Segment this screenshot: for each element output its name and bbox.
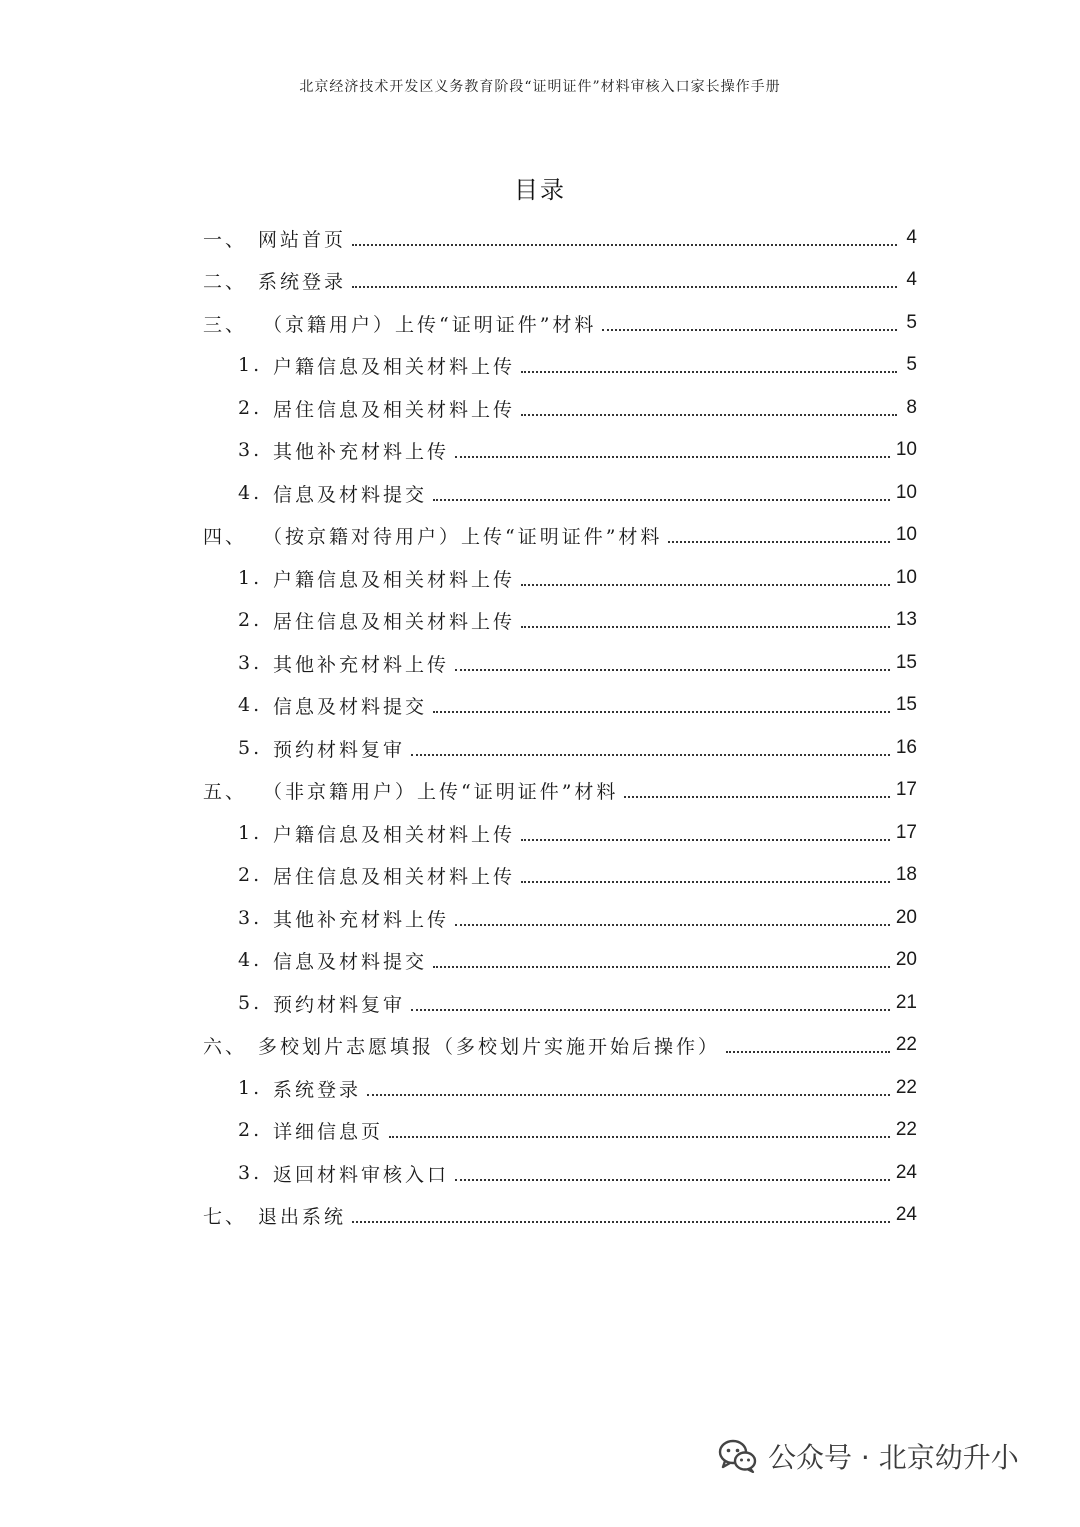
toc-entry-page: 17: [895, 779, 917, 800]
toc-subentry[interactable]: [0, 897, 1080, 939]
toc-entry-label: 信息及材料提交: [273, 695, 428, 718]
toc-entry-page: 18: [895, 864, 917, 885]
toc-entry-number: 1.: [238, 822, 263, 844]
wechat-watermark: [718, 1436, 1019, 1476]
toc-subentry[interactable]: [0, 1109, 1080, 1151]
toc-entry-number: 2.: [238, 609, 263, 631]
toc-entry-label: 信息及材料提交: [273, 483, 428, 506]
toc-entry-number: 五、: [203, 780, 248, 803]
toc-entry-number: 1.: [238, 1077, 263, 1099]
dot-leader: [411, 1008, 890, 1011]
dot-leader: [668, 540, 889, 543]
toc-entry-label: 预约材料复审: [273, 993, 406, 1016]
toc-entry-page: 21: [895, 992, 917, 1013]
toc-entry-number: 4.: [238, 694, 263, 716]
toc-entry-label: 系统登录: [273, 1078, 362, 1101]
toc-entry-number: 3.: [238, 907, 263, 929]
dot-leader: [411, 753, 890, 756]
toc-entry-label: 预约材料复审: [273, 738, 406, 761]
toc-entry-page: 10: [895, 482, 917, 503]
toc-subentry[interactable]: [0, 684, 1080, 726]
wechat-icon: [718, 1439, 758, 1473]
dot-leader: [521, 625, 890, 628]
toc-entry-number: 2.: [238, 1119, 263, 1141]
dot-leader: [521, 880, 890, 883]
toc-entry-page: 22: [895, 1119, 917, 1140]
toc-entry-page: 10: [895, 439, 917, 460]
toc-entry-number: 四、: [203, 525, 248, 548]
dot-leader: [352, 1220, 890, 1223]
toc-entry-number: 2.: [238, 864, 263, 886]
toc-entry-label: （京籍用户）上传“证明证件”材料: [263, 313, 597, 336]
toc-entry-page: 22: [895, 1077, 917, 1098]
toc-entry-number: 4.: [238, 949, 263, 971]
dot-leader: [433, 498, 890, 501]
toc-entry[interactable]: [0, 514, 1080, 556]
dot-leader: [602, 328, 897, 331]
dot-leader: [433, 710, 890, 713]
toc-entry-label: 网站首页: [258, 228, 347, 251]
toc-entry-label: 户籍信息及相关材料上传: [273, 823, 516, 846]
toc-entry-label: 其他补充材料上传: [273, 653, 450, 676]
toc-entry[interactable]: [0, 259, 1080, 301]
toc-entry-number: 七、: [203, 1205, 248, 1228]
toc-entry-label: 系统登录: [258, 270, 347, 293]
toc-entry-page: 5: [906, 312, 917, 333]
toc-subentry[interactable]: [0, 812, 1080, 854]
dot-leader: [521, 838, 890, 841]
toc-subentry[interactable]: [0, 854, 1080, 896]
toc-subentry[interactable]: [0, 387, 1080, 429]
toc-entry-label: 户籍信息及相关材料上传: [273, 355, 516, 378]
toc-subentry[interactable]: [0, 939, 1080, 981]
toc-entry-page: 20: [895, 907, 917, 928]
toc-entry-label: 多校划片志愿填报（多校划片实施开始后操作）: [258, 1035, 721, 1058]
toc-entry-number: 三、: [203, 313, 248, 336]
toc-entry-number: 二、: [203, 270, 248, 293]
toc-entry-page: 10: [895, 524, 917, 545]
toc-entry-number: 3.: [238, 1162, 263, 1184]
dot-leader: [455, 455, 890, 458]
toc-entry-page: 22: [895, 1034, 917, 1055]
toc-subentry[interactable]: [0, 982, 1080, 1024]
toc-entry-page: 8: [906, 397, 917, 418]
toc-subentry[interactable]: [0, 1067, 1080, 1109]
toc-subentry[interactable]: [0, 727, 1080, 769]
toc-entry-page: 4: [906, 269, 917, 290]
toc-entry-number: 5.: [238, 992, 263, 1014]
toc-entry-label: 居住信息及相关材料上传: [273, 398, 516, 421]
toc-entry-page: 17: [895, 822, 917, 843]
toc-entry-number: 3.: [238, 652, 263, 674]
toc-entry-label: 居住信息及相关材料上传: [273, 610, 516, 633]
toc-subentry[interactable]: [0, 429, 1080, 471]
toc-entry[interactable]: [0, 217, 1080, 259]
toc-entry-page: 4: [906, 227, 917, 248]
toc-entry-number: 5.: [238, 737, 263, 759]
toc-entry-page: 16: [895, 737, 917, 758]
toc-subentry[interactable]: [0, 642, 1080, 684]
toc-entry-label: 户籍信息及相关材料上传: [273, 568, 516, 591]
toc-entry[interactable]: [0, 769, 1080, 811]
toc-entry-page: 10: [895, 567, 917, 588]
dot-leader: [367, 1093, 890, 1096]
toc-entry-number: 2.: [238, 397, 263, 419]
dot-leader: [521, 413, 897, 416]
toc-entry[interactable]: [0, 1024, 1080, 1066]
dot-leader: [726, 1050, 890, 1053]
dot-leader: [521, 370, 897, 373]
toc-entry-page: 13: [895, 609, 917, 630]
toc-subentry[interactable]: [0, 1152, 1080, 1194]
toc-entry-label: 信息及材料提交: [273, 950, 428, 973]
running-header: 北京经济技术开发区义务教育阶段“证明证件”材料审核入口家长操作手册: [299, 79, 781, 95]
dot-leader: [455, 1178, 890, 1181]
toc-entry-number: 六、: [203, 1035, 248, 1058]
toc-entry-label: 其他补充材料上传: [273, 440, 450, 463]
dot-leader: [455, 923, 890, 926]
toc-subentry[interactable]: [0, 472, 1080, 514]
toc-subentry[interactable]: [0, 557, 1080, 599]
toc-entry-label: （按京籍对待用户）上传“证明证件”材料: [263, 525, 663, 548]
toc-entry-page: 15: [895, 652, 917, 673]
watermark-text: 公众号 · 北京幼升小: [768, 1441, 1019, 1474]
toc-entry-label: 其他补充材料上传: [273, 908, 450, 931]
toc-entry[interactable]: [0, 1194, 1080, 1236]
toc-entry-number: 一、: [203, 228, 248, 251]
dot-leader: [389, 1135, 890, 1138]
toc-entry-label: （非京籍用户）上传“证明证件”材料: [263, 780, 619, 803]
toc-subentry[interactable]: [0, 599, 1080, 641]
dot-leader: [455, 668, 890, 671]
toc-entry-page: 15: [895, 694, 917, 715]
toc-entry-page: 5: [906, 354, 917, 375]
toc-entry-number: 3.: [238, 439, 263, 461]
toc-title: 目录: [514, 176, 566, 204]
toc-subentry[interactable]: [0, 344, 1080, 386]
toc-entry-number: 1.: [238, 567, 263, 589]
dot-leader: [352, 243, 897, 246]
toc-entry-label: 退出系统: [258, 1205, 347, 1228]
toc-entry-label: 详细信息页: [273, 1120, 384, 1143]
dot-leader: [521, 583, 890, 586]
dot-leader: [352, 285, 897, 288]
toc-entry-label: 返回材料审核入口: [273, 1163, 450, 1186]
dot-leader: [624, 795, 889, 798]
dot-leader: [433, 965, 890, 968]
toc-entry-page: 24: [895, 1162, 917, 1183]
toc-entry-number: 1.: [238, 354, 263, 376]
toc-entry-label: 居住信息及相关材料上传: [273, 865, 516, 888]
toc-entry[interactable]: [0, 302, 1080, 344]
toc-entry-page: 24: [895, 1204, 917, 1225]
toc-entry-page: 20: [895, 949, 917, 970]
toc-entry-number: 4.: [238, 482, 263, 504]
